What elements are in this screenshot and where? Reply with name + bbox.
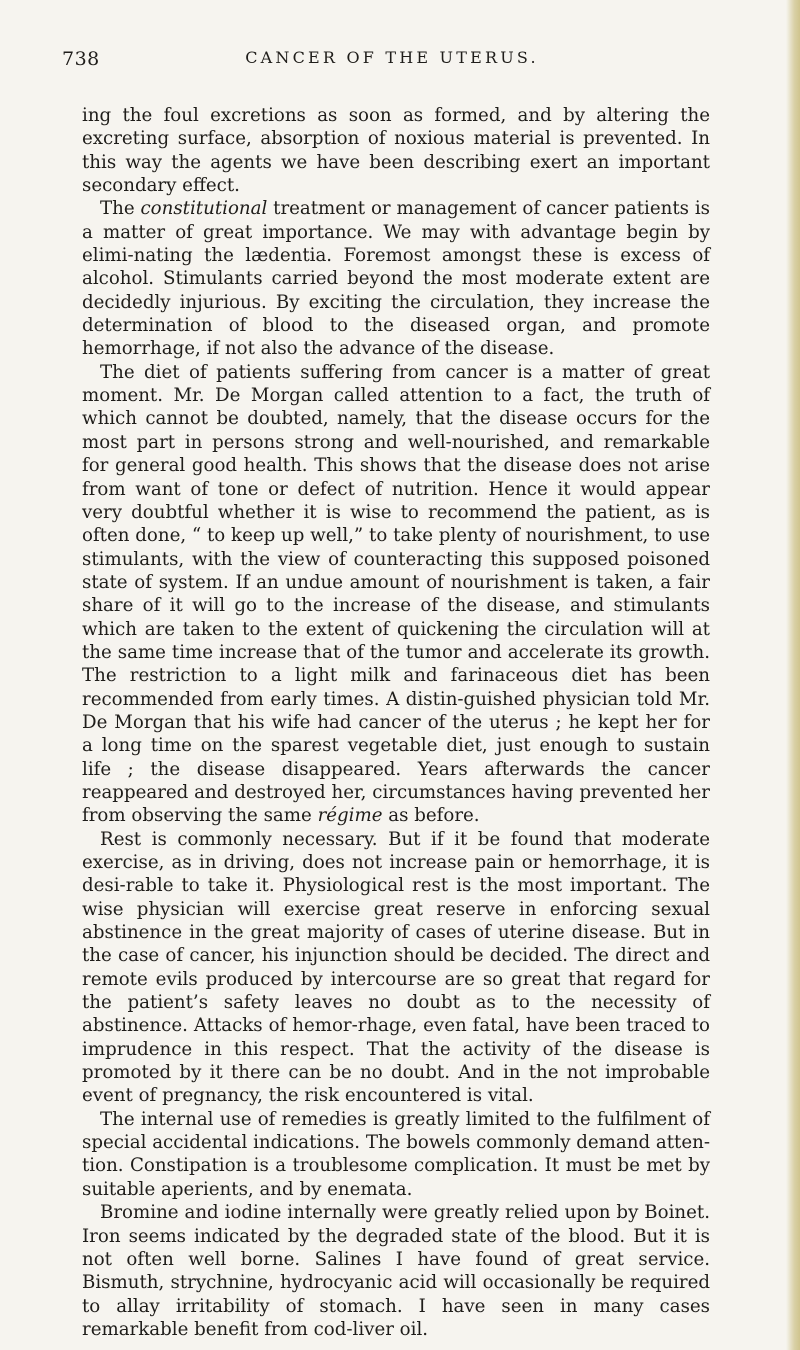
- paragraph-diet: [82, 361, 710, 828]
- paragraph-continuation: [82, 104, 710, 197]
- paragraph-text: treatment or management of cancer patients is a matter of great importance. We may with advantage begin by elimi-nating the lædentia. Foremost amongst these is excess of alcohol. Stimulants carried beyond the most moderate extent are decidedly injurious. By exciting the circulation, they increase the determination of blood to the diseased organ, and promote hemorrhage, if not also the advance of the disease.: [82, 198, 710, 360]
- paragraph-text: Bromine and iodine internally were greatly relied upon by Boinet. Iron seems indicated by the degraded state of the blood. But it is not often well borne. Salines I have found of great service. Bismuth, strychnine, hydrocyanic acid will occasionally be required to allay irritability of stomach. I have seen in many cases remarkable benefit from cod-liver oil.: [82, 1202, 710, 1340]
- paragraph-constitutional-treatment: [82, 197, 710, 360]
- page-edge-shadow: [786, 0, 800, 1350]
- paragraph-text: ing the foul excretions as soon as formed, and by altering the excreting surface, absorption of noxious material is prevented. In this way the agents we have been describing exert an important secondary effect.: [82, 105, 710, 197]
- paragraph-text-lead: The: [100, 198, 141, 220]
- paragraph-text: The internal use of remedies is greatly limited to the fulfilment of special accidental indications. The bowels commonly demand atten-tion. Constipation is a troublesome complication. It must be met by suitable aperients, and by enemata.: [82, 1108, 710, 1200]
- running-head: CANCER OF THE UTERUS.: [245, 48, 539, 67]
- paragraph-text: The diet of patients suffering from cancer is a matter of great moment. Mr. De Morgan called attention to a fact, the truth of which cannot be doubted, namely, that the disease occurs for the most part in persons strong and well-nourished, and remarkable for general good health. This shows that the disease does not arise from want of tone or defect of nutrition. Hence it would appear very doubtful whether it is wise to recommend the patient, as is often done, “ to keep up well,” to take plenty of nourishment, to use stimulants, with the view of counteracting this supposed poisoned state of system. If an undue amount of nourishment is taken, a fair share of it will go to the increase of the disease, and stimulants which are taken to the extent of quickening the circulation will at the same time increase that of the tumor and accelerate its growth. The restriction to a light milk and farinaceous diet has been recommended from early times. A distin-guished physician told Mr. De Morgan that his wife had cancer of the uterus ; he kept her for a long time on the sparest vegetable diet, just enough to sustain life ; the disease disappeared. Years afterwards the cancer reappeared and destroyed her, circumstances having prevented her from observing the same: [82, 361, 710, 827]
- paragraph-rest: [82, 828, 710, 1108]
- paragraph-text: Rest is commonly necessary. But if it be found that moderate exercise, as in driving, does not increase pain or hemorrhage, it is desi-rable to take it. Physiological rest is the most important. The wise physician will exercise great reserve in enforcing sexual abstinence in the great majority of cases of uterine disease. But in the case of cancer, his injunction should be decided. The direct and remote evils produced by intercourse are so great that regard for the patient’s safety leaves no doubt as to the necessity of abstinence. Attacks of hemor-rhage, even fatal, have been traced to imprudence in this respect. That the activity of the disease is promoted by it there can be no doubt. And in the not improbable event of pregnancy, the risk encountered is vital.: [82, 828, 710, 1107]
- emphasis-regime: régime: [317, 805, 383, 827]
- page-header: [62, 48, 722, 78]
- emphasis-constitutional: constitutional: [140, 198, 268, 220]
- paragraph-bromine-iodine: [82, 1201, 710, 1341]
- paragraph-internal-remedies: [82, 1108, 710, 1201]
- page-number: 738: [62, 48, 100, 70]
- paragraph-text-tail: as before.: [382, 805, 480, 827]
- body-text: [82, 104, 710, 1341]
